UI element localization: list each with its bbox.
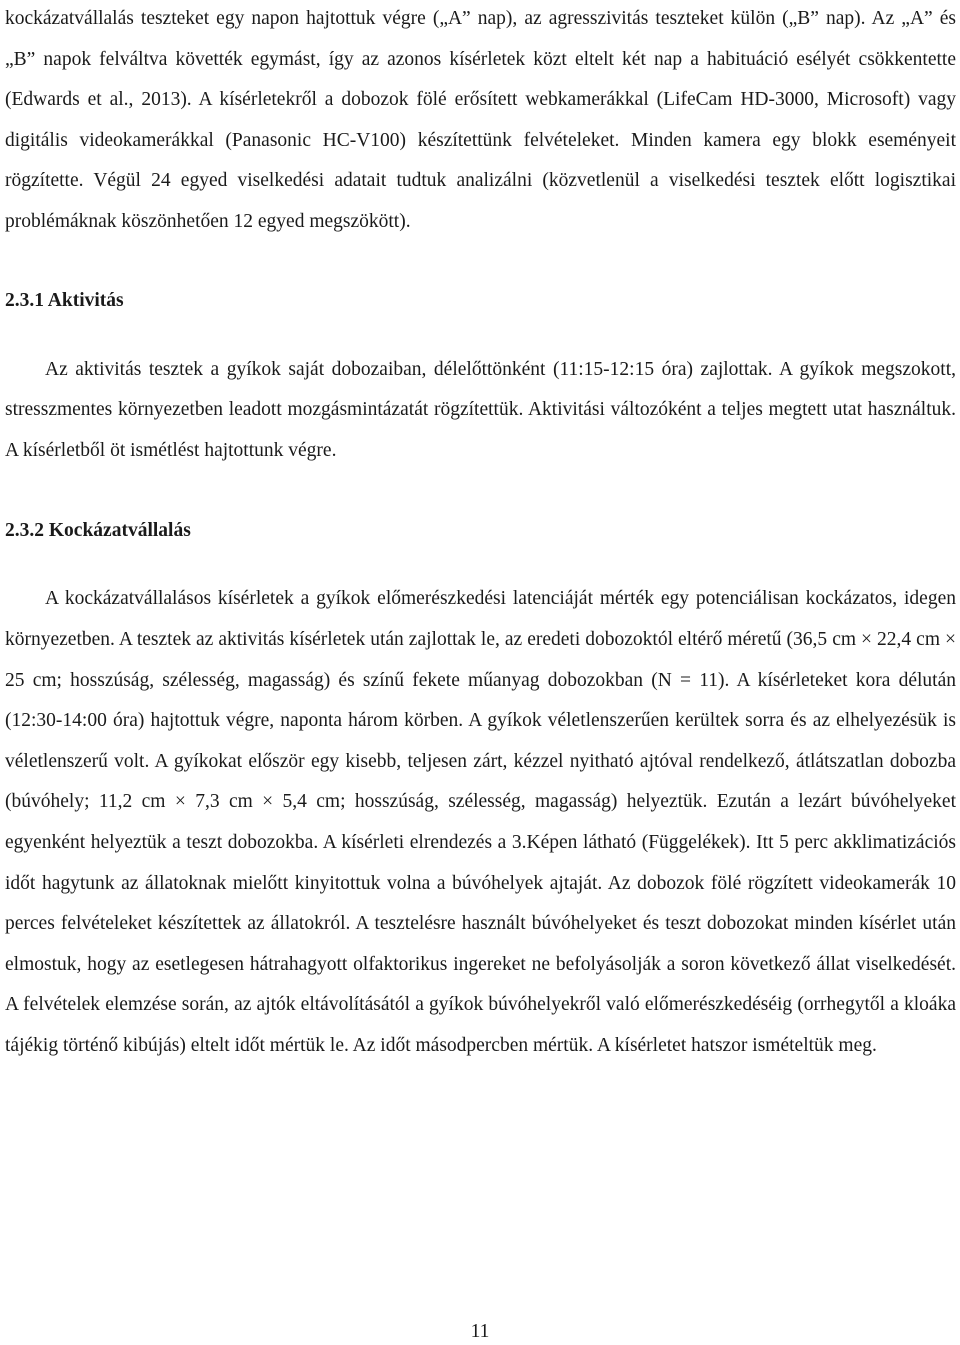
risk-taking-paragraph: A kockázatvállalásos kísérletek a gyíkok előmerészkedési latenciáját mérték egy potenciálisan kockázatos, idegen környezetben. A tesztek az aktivitás kísérletek után zajlottak le, az eredeti dobozoktól eltérő méretű (36,5 cm × 22,4 cm × 25 cm; hosszúság, szélesség, magasság) és színű fekete műanyag dobozokban (N = 11). A kísérleteket kora délután (12:30-14:00 óra) hajtottuk végre, naponta három körben. A gyíkok véletlenszerűen kerültek sorra és az elhelyezésük is véletlenszerű volt. A gyíkokat először egy kisebb, teljesen zárt, kézzel nyitható ajtóval rendelkező, átlátszatlan dobozba (búvóhely; 11,2 cm × 7,3 cm × 5,4 cm; hosszúság, szélesség, magasság) helyeztük. Ezután a lezárt búvóhelyeket egyenként helyeztük a teszt dobozokba. A kísérleti elrendezés a 3.Képen látható (Függelékek). Itt 5 perc akklimatizációs időt hagytunk az állatoknak mielőtt kinyitottuk volna a búvóhelyek ajtaját. Az dobozok fölé rögzített videokamerák 10 perces felvételeket készítettek az állatokról. A tesztelésre használt búvóhelyeket és teszt dobozokat minden kísérlet után elmostuk, hogy az esetlegesen hátrahagyott olfaktorikus ingereket ne befolyásolják a soron következő állat viselkedését. A felvételek elemzése során, az ajtók eltávolításától a gyíkok búvóhelyekről való előmerészkedéséig (orrhegytől a kloáka tájékig történő kibújás) eltelt időt mértük le. Az időt másodpercben mértük. A kísérletet hatszor ismételtük meg. xyxy=(5,588,956,1056)
section-heading-activity: 2.3.1 Aktivitás xyxy=(5,289,124,311)
section-heading-risk-taking: 2.3.2 Kockázatvállalás xyxy=(5,520,191,542)
document-page xyxy=(5,0,956,1066)
page-number: 11 xyxy=(470,1321,490,1342)
activity-paragraph: Az aktivitás tesztek a gyíkok saját dobozaiban, délelőttönként (11:15-12:15 óra) zajlottak. A gyíkok megszokott, stresszmentes környezetben leadott mozgásmintázatát rögzítettük. Aktivitási változóként a teljes megtett utat használtuk. A kísérletből öt ismétlést hajtottunk végre. xyxy=(5,358,956,461)
intro-paragraph: kockázatvállalás teszteket egy napon hajtottuk végre („A” nap), az agresszivitás teszteket külön („B” nap). Az „A” és „B” napok felváltva követték egymást, így az azonos kísérletek közt eltelt két nap a habituáció esélyét csökkentette (Edwards et al., 2013). A kísérletekről a dobozok fölé erősített webkamerákkal (LifeCam HD-3000, Microsoft) vagy digitális videokamerákkal (Panasonic HC-V100) készítettünk felvételeket. Minden kamera egy blokk eseményeit rögzítette. Végül 24 egyed viselkedési adatait tudtuk analizálni (közvetlenül a viselkedési tesztek előtt logisztikai problémáknak köszönhetően 12 egyed megszökött). xyxy=(5,8,956,232)
